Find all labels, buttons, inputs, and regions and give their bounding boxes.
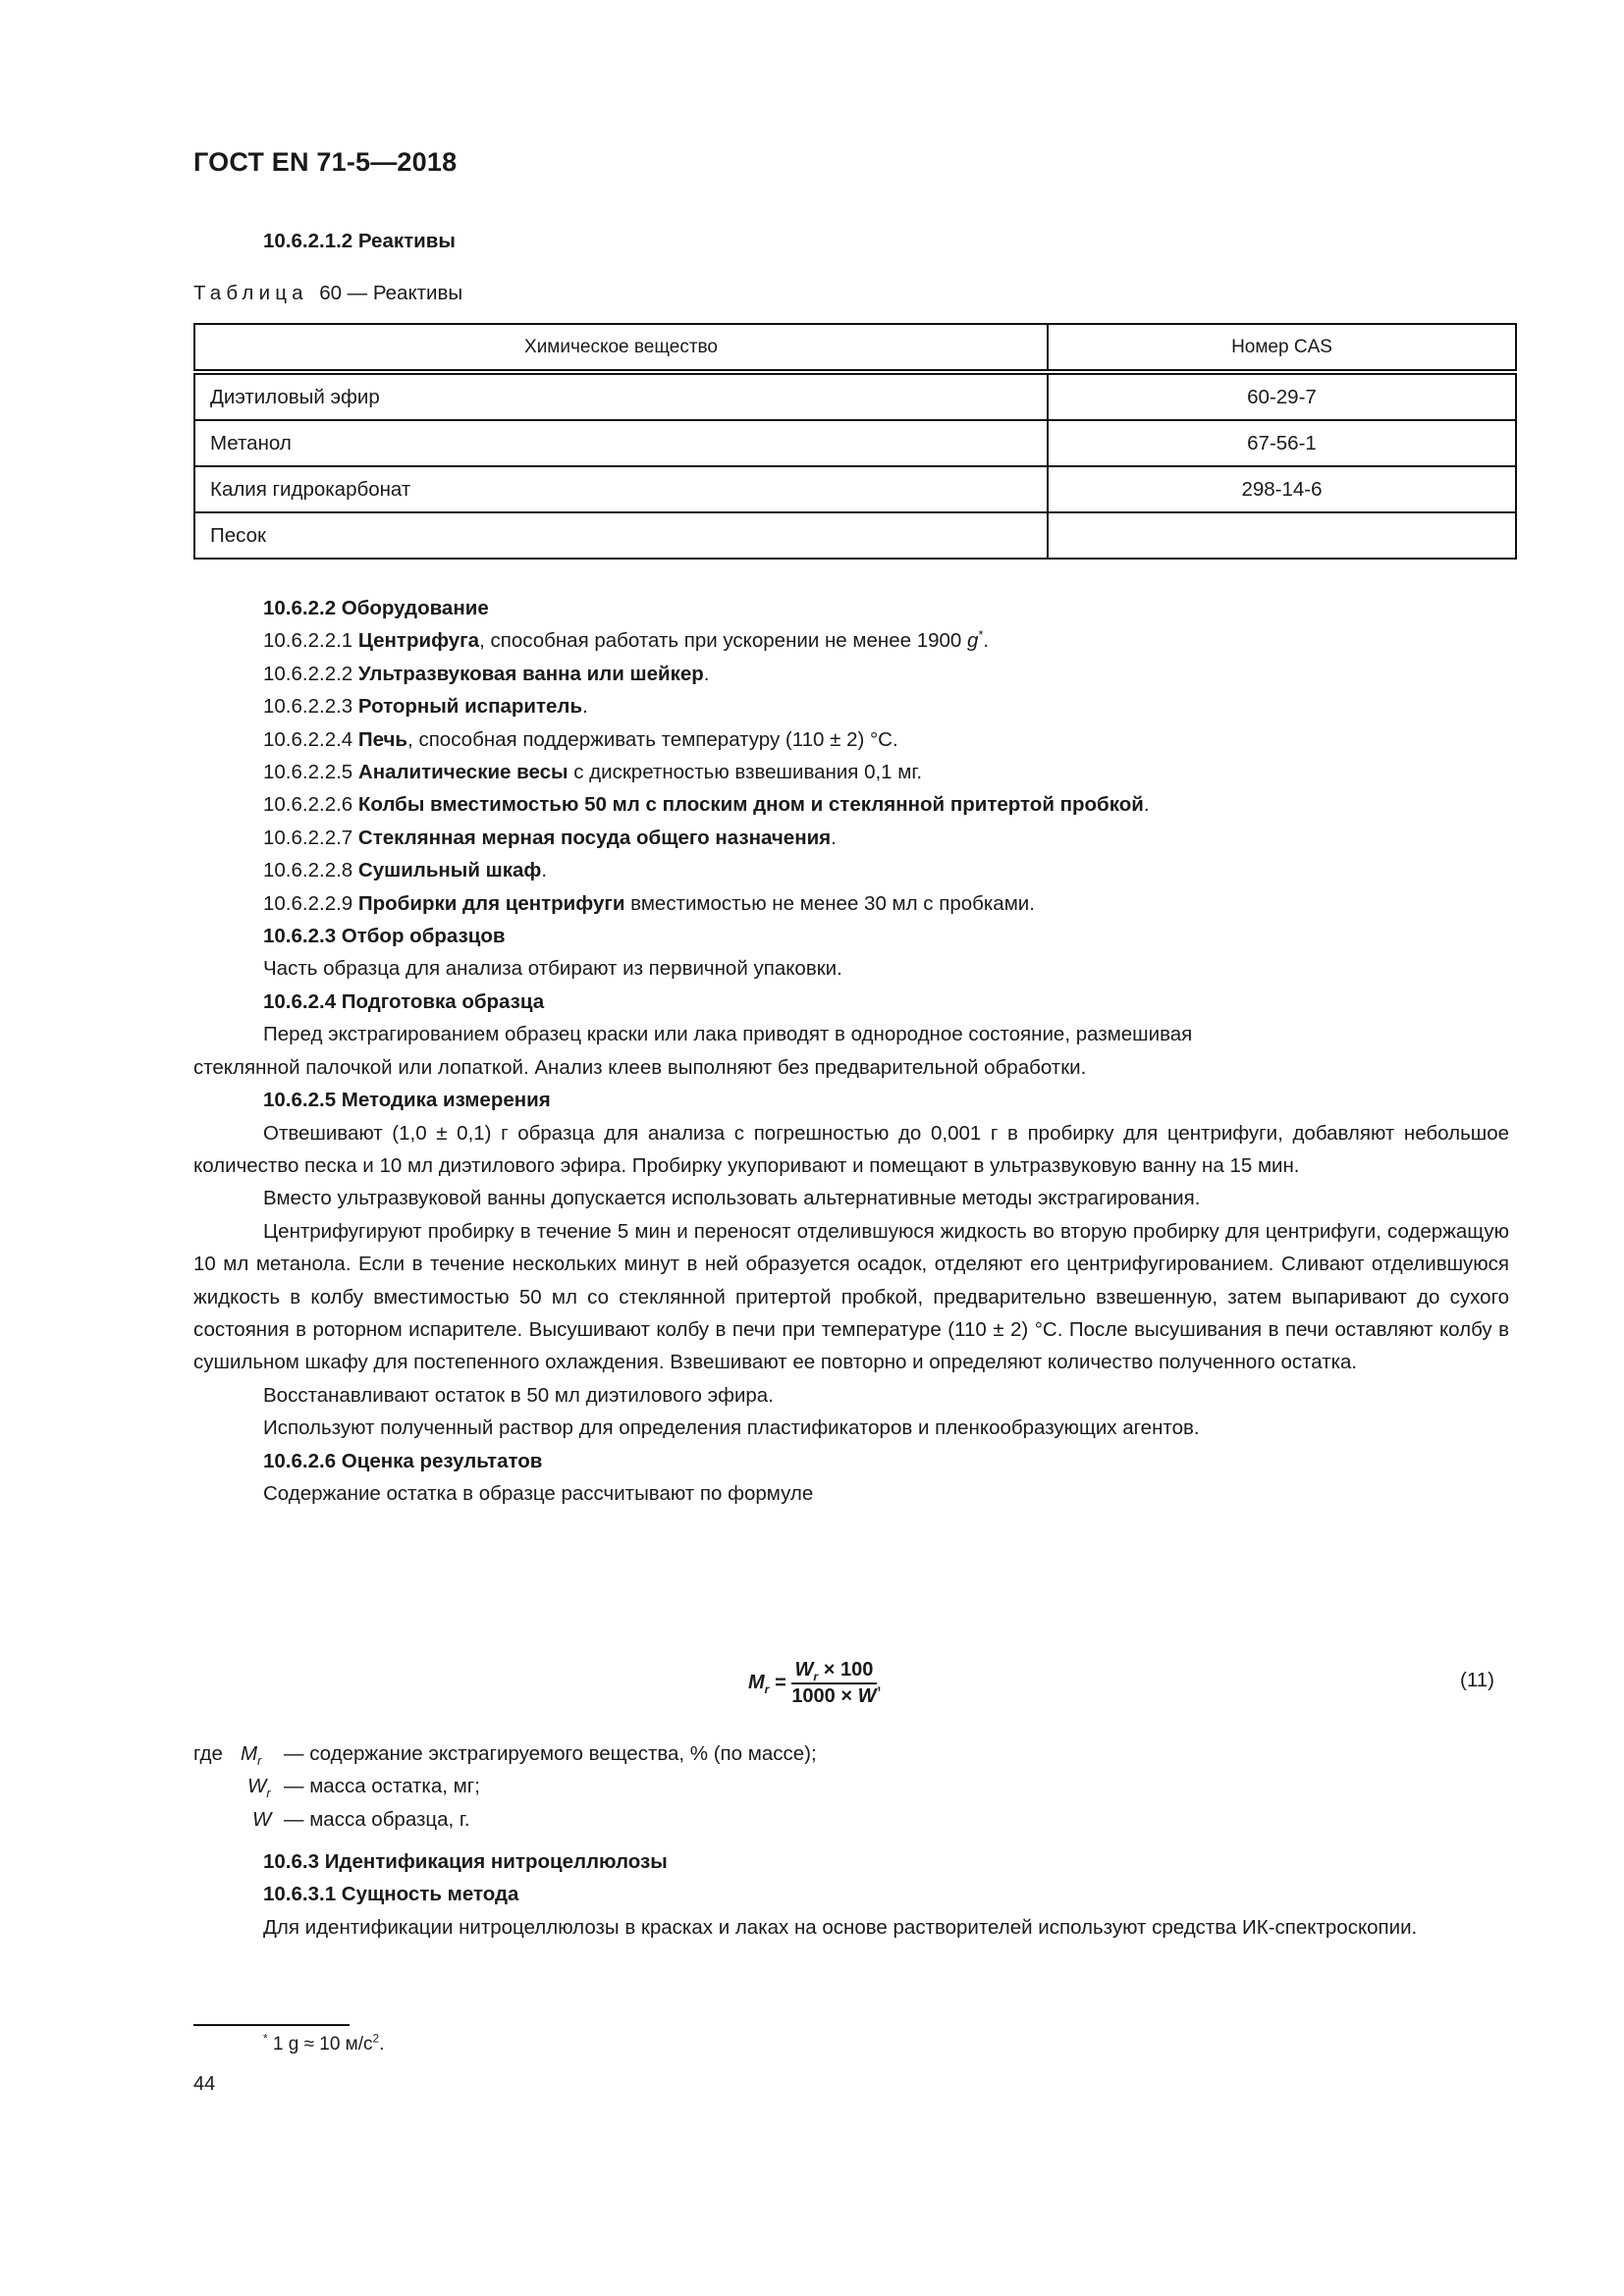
column-header-substance: Химическое вещество: [194, 324, 1048, 372]
definition-text: — масса образца, г.: [284, 1807, 470, 1831]
paragraph: Для идентификации нитроцеллюлозы в красках и лаках на основе растворителей используют средства ИК-спектроскопии.: [263, 1915, 1418, 1939]
section-heading-preparation: 10.6.2.4 Подготовка образца: [263, 989, 545, 1013]
footnote: * 1 g ≈ 10 $м/с^2$.: [263, 2032, 385, 2055]
section-heading-method-essence: 10.6.3.1 Сущность метода: [263, 1883, 519, 1906]
cell-substance: Метанол: [194, 420, 1048, 466]
section-heading-sampling: 10.6.2.3 Отбор образцов: [263, 925, 506, 948]
table-caption: [193, 282, 462, 305]
equipment-item: 10.6.2.2.4 Печь, способная поддерживать температуру (110 ± 2) °С.: [263, 727, 898, 751]
paragraph-line: стеклянной палочкой или лопаткой. Анализ клеев выполняют без предварительной обработки.: [193, 1055, 1087, 1079]
definition-symbol: $M_r$: [241, 1742, 262, 1769]
table-row: [194, 512, 1516, 559]
formula-denominator: 1000 × W: [791, 1685, 877, 1707]
equipment-item: 10.6.2.2.8 Сушильный шкаф.: [263, 859, 548, 882]
paragraph: Восстанавливают остаток в 50 мл диэтилового эфира.: [263, 1383, 774, 1407]
table-row: [194, 372, 1516, 420]
equipment-item: 10.6.2.2.7 Стеклянная мерная посуда общего назначения.: [263, 826, 837, 849]
cell-substance: Калия гидрокарбонат: [194, 466, 1048, 512]
equation-number: (11): [1460, 1669, 1494, 1691]
equipment-item: 10.6.2.2.1 Центрифуга, способная работать при ускорении не менее 1900 g*.: [263, 627, 990, 653]
formula: $M_r$ = $\frac{W_r \times 100}{1000 \times W}$ ,: [748, 1659, 883, 1707]
formula-lhs: $M_r$: [748, 1672, 770, 1697]
formula-fraction: [791, 1659, 876, 1708]
cell-substance: Диэтиловый эфир: [194, 372, 1048, 420]
section-heading-equipment: 10.6.2.2 Оборудование: [263, 597, 489, 619]
section-heading-evaluation: 10.6.2.6 Оценка результатов: [263, 1449, 543, 1472]
equipment-item: 10.6.2.2.9 Пробирки для центрифуги вместимостью не менее 30 мл с пробками.: [263, 891, 1035, 915]
reagents-table: [193, 323, 1517, 560]
section-heading-procedure: 10.6.2.5 Методика измерения: [263, 1089, 551, 1112]
table-header-row: [194, 324, 1516, 372]
paragraph: Вместо ультразвуковой ванны допускается использовать альтернативные методы экстрагирования.: [263, 1187, 1201, 1210]
equipment-item: 10.6.2.2.2 Ультразвуковая ванна или шейкер.: [263, 662, 710, 685]
footnote-mark: *: [263, 2032, 268, 2046]
definition-symbol: $W_r$: [247, 1775, 271, 1801]
table-caption-word: Таблица: [193, 282, 308, 304]
definition-text: — содержание экстрагируемого вещества, % (по массе);: [284, 1742, 817, 1765]
cell-cas: 60-29-7: [1048, 372, 1516, 420]
cell-cas: 298-14-6: [1048, 466, 1516, 512]
definition-symbol: W: [252, 1807, 272, 1831]
formula-numerator: $W_r \times 100$: [791, 1659, 876, 1684]
table-caption-title: 60 — Реактивы: [319, 282, 463, 304]
definition-row: [193, 1737, 1509, 1770]
column-header-cas: Номер CAS: [1048, 324, 1516, 372]
paragraph: Центрифугируют пробирку в течение 5 мин и переносят отделившуюся жидкость во вторую пробирку для центрифуги, содержащую 10 мл метанола. Если в течение нескольких минут в ней образуется осадок, отделяют его центрифугированием. Сливают отделившуюся жидкость в колбу вместимостью 50 мл со стеклянной притертой пробкой, предварительно взвешенную, затем выпаривают до сухого состояния в роторном испарителе. Высушивают колбу в печи при температуре (110 ± 2) °С. После высушивания в печи оставляют колбу в сушильном шкафу для постепенного охлаждения. Взвешивают ее повторно и определяют количество полученного остатка.: [193, 1219, 1509, 1374]
section-heading-nitrocellulose: 10.6.3 Идентификация нитроцеллюлозы: [263, 1850, 668, 1873]
cell-substance: Песок: [194, 512, 1048, 559]
table-row: [194, 466, 1516, 512]
nitrocellulose-section: [193, 1845, 1509, 1944]
paragraph: Используют полученный раствор для определения пластификаторов и пленкообразующих агентов.: [263, 1416, 1200, 1440]
where-word: где: [193, 1742, 223, 1765]
equipment-item: 10.6.2.2.5 Аналитические весы с дискретностью взвешивания 0,1 мг.: [263, 761, 923, 784]
equipment-item: 10.6.2.2.3 Роторный испаритель.: [263, 695, 588, 719]
paragraph: Отвешивают (1,0 ± 0,1) г образца для анализа с погрешностью до 0,001 г в пробирку для центрифуги, добавляют небольшое количество песка и 10 мл диэтилового эфира. Пробирку укупоривают и помещают в ультразвуковую ванну на 15 мин.: [193, 1121, 1509, 1177]
definition-row: [193, 1770, 1509, 1802]
document-code-header: ГОСТ EN 71-5—2018: [193, 147, 458, 177]
definition-text: — масса остатка, мг;: [284, 1775, 480, 1798]
formula-definitions: [193, 1737, 1509, 1836]
cell-cas: [1048, 512, 1516, 559]
page-number: 44: [193, 2073, 216, 2095]
section-heading-reagents: 10.6.2.1.2 Реактивы: [263, 230, 456, 252]
definition-row: [193, 1803, 1509, 1836]
table-row: [194, 420, 1516, 466]
cell-cas: 67-56-1: [1048, 420, 1516, 466]
paragraph-line: Перед экстрагированием образец краски или лака приводят в однородное состояние, размешивая: [263, 1023, 1193, 1046]
footnote-divider: [193, 2024, 350, 2026]
paragraph: Содержание остатка в образце рассчитывают по формуле: [263, 1481, 814, 1505]
footnote-mark: *: [978, 627, 984, 643]
equipment-item: 10.6.2.2.6 Колбы вместимостью 50 мл с плоским дном и стеклянной притертой пробкой.: [263, 793, 1150, 817]
paragraph: Часть образца для анализа отбирают из первичной упаковки.: [263, 957, 842, 981]
body-text: [193, 592, 1509, 1510]
